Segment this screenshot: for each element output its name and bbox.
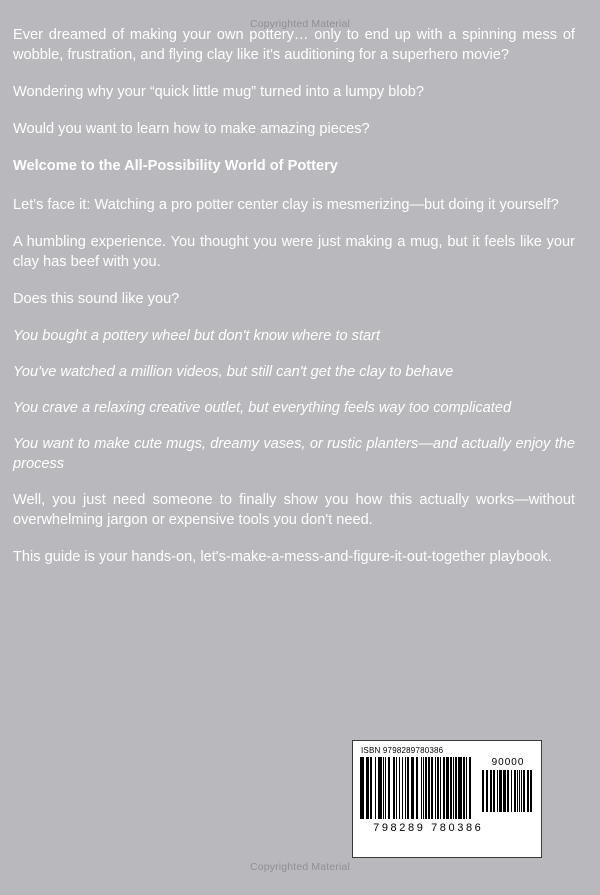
headline: Welcome to the All-Possibility World of Pottery <box>13 157 338 174</box>
ean13-barcode <box>360 757 472 819</box>
ean-lead-digit: 9 <box>360 822 367 834</box>
isbn-label: ISBN 9798289780386 <box>361 746 444 755</box>
back-cover-text <box>13 26 575 585</box>
copyright-watermark-top: Copyrighted Material <box>250 18 350 30</box>
paragraph: Would you want to learn how to make amazing pieces? <box>13 120 370 137</box>
ean-digits: 798289 780386 <box>373 822 484 834</box>
bullet-item: You want to make cute mugs, dreamy vases, or rustic planters—and actually enjoy the process <box>13 435 575 472</box>
paragraph: Well, you just need someone to finally show you how this actually works—without overwhelming jargon or expensive tools you don't need. <box>13 491 575 528</box>
copyright-watermark-bottom: Copyrighted Material <box>250 861 350 873</box>
bullet-item: You bought a pottery wheel but don't know where to start <box>13 327 381 344</box>
barcode-block <box>352 740 542 858</box>
bullet-item: You crave a relaxing creative outlet, but everything feels way too complicated <box>13 399 512 416</box>
paragraph: Ever dreamed of making your own pottery… only to end up with a spinning mess of wobble, frustration, and flying clay like it's auditioning for a superhero movie? <box>13 27 575 63</box>
paragraph: Let's face it: Watching a pro potter center clay is mesmerizing—but doing it yourself? <box>13 196 559 213</box>
paragraph: A humbling experience. You thought you were just making a mug, but it feels like your clay has beef with you. <box>13 233 575 270</box>
bullet-item: You've watched a million videos, but still can't get the clay to behave <box>13 363 454 380</box>
price-code-label: 90000 <box>491 757 525 768</box>
paragraph: Wondering why your “quick little mug” turned into a lumpy blob? <box>13 83 424 100</box>
price-addon-barcode <box>482 770 534 812</box>
paragraph: Does this sound like you? <box>13 290 180 307</box>
paragraph: This guide is your hands-on, let's-make-a-mess-and-figure-it-out-together playbook. <box>13 548 552 565</box>
